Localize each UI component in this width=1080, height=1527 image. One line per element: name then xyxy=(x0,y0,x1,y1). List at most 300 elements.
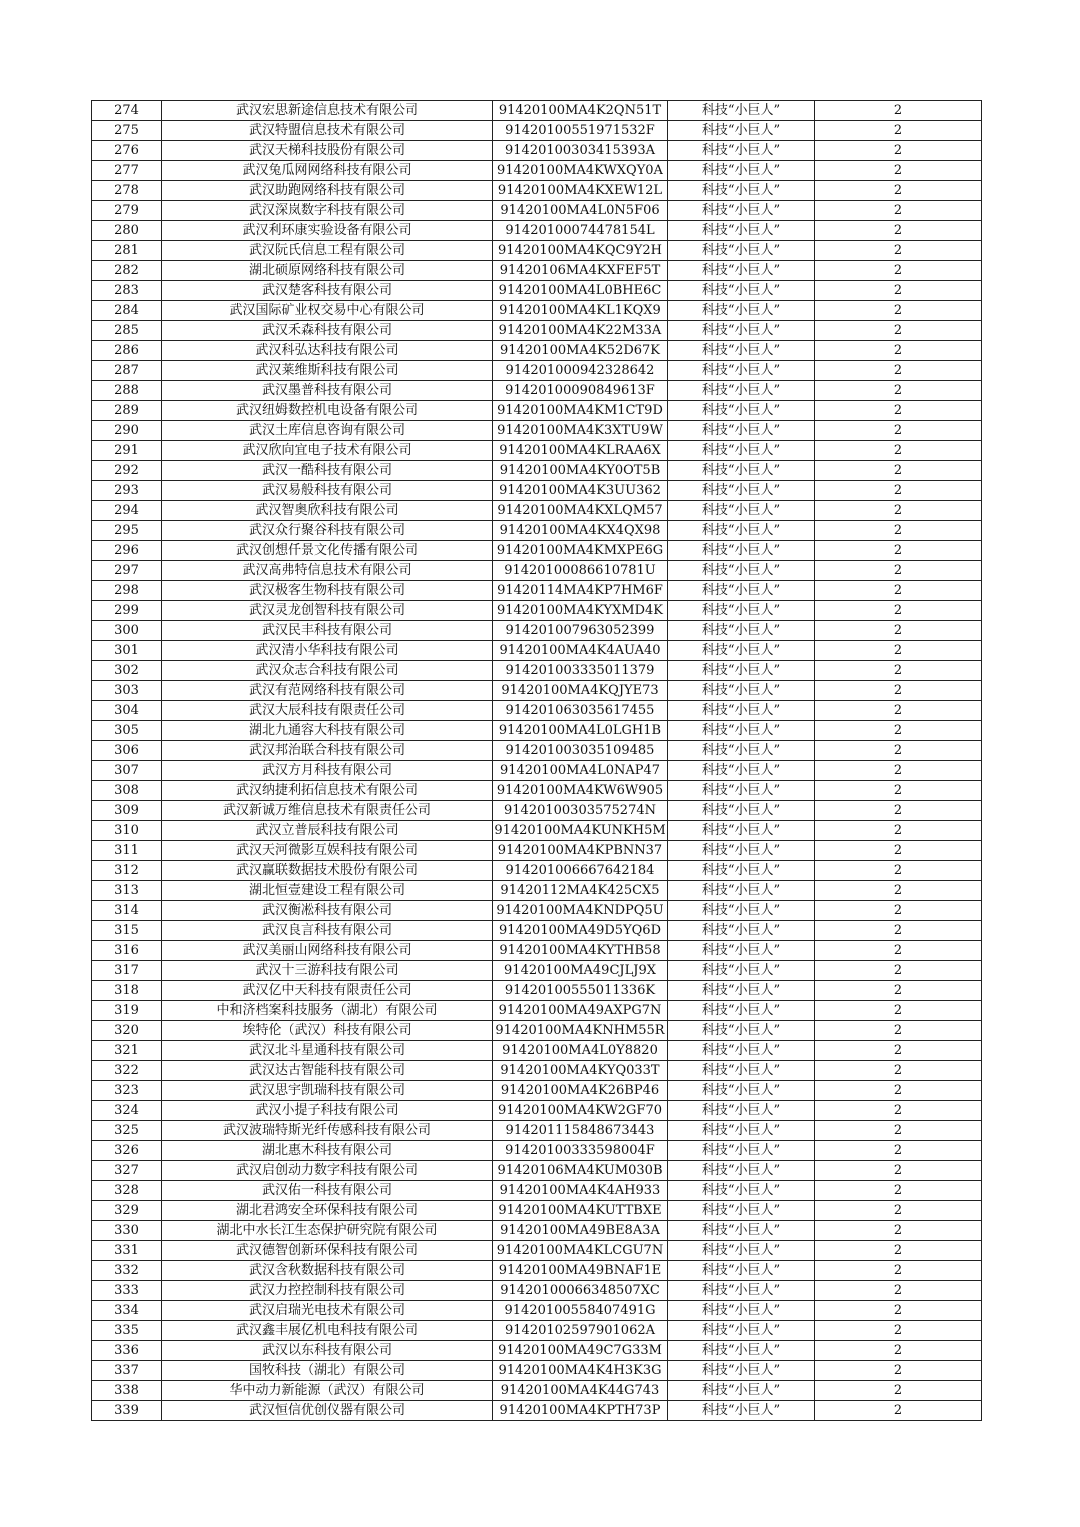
category-cell: 科技“小巨人” xyxy=(668,1341,815,1361)
category-cell: 科技“小巨人” xyxy=(668,301,815,321)
score-cell: 2 xyxy=(815,701,982,721)
score-cell: 2 xyxy=(815,601,982,621)
company-name-cell: 武汉大辰科技有限责任公司 xyxy=(162,701,493,721)
enterprise-list-table xyxy=(91,100,982,1421)
category-cell: 科技“小巨人” xyxy=(668,401,815,421)
company-name-cell: 武汉天梯科技股份有限公司 xyxy=(162,141,493,161)
table-row xyxy=(92,1081,982,1101)
category-cell: 科技“小巨人” xyxy=(668,621,815,641)
row-number-cell: 275 xyxy=(92,121,162,141)
credit-code-cell: 91420100MA4L0LGH1B xyxy=(493,721,668,741)
row-number-cell: 330 xyxy=(92,1221,162,1241)
company-name-cell: 武汉楚客科技有限公司 xyxy=(162,281,493,301)
company-name-cell: 武汉智奥欣科技有限公司 xyxy=(162,501,493,521)
company-name-cell: 武汉北斗星通科技有限公司 xyxy=(162,1041,493,1061)
credit-code-cell: 91420100MA4L0N5F06 xyxy=(493,201,668,221)
credit-code-cell: 91420102597901062A xyxy=(493,1321,668,1341)
score-cell: 2 xyxy=(815,741,982,761)
table-row xyxy=(92,461,982,481)
row-number-cell: 321 xyxy=(92,1041,162,1061)
category-cell: 科技“小巨人” xyxy=(668,201,815,221)
category-cell: 科技“小巨人” xyxy=(668,941,815,961)
table-row xyxy=(92,621,982,641)
table-row xyxy=(92,761,982,781)
category-cell: 科技“小巨人” xyxy=(668,461,815,481)
table-row xyxy=(92,521,982,541)
category-cell: 科技“小巨人” xyxy=(668,501,815,521)
table-row xyxy=(92,581,982,601)
row-number-cell: 280 xyxy=(92,221,162,241)
category-cell: 科技“小巨人” xyxy=(668,121,815,141)
credit-code-cell: 914201003335011379 xyxy=(493,661,668,681)
row-number-cell: 281 xyxy=(92,241,162,261)
row-number-cell: 309 xyxy=(92,801,162,821)
table-row xyxy=(92,861,982,881)
score-cell: 2 xyxy=(815,101,982,121)
category-cell: 科技“小巨人” xyxy=(668,1301,815,1321)
credit-code-cell: 91420100MA49AXPG7N xyxy=(493,1001,668,1021)
category-cell: 科技“小巨人” xyxy=(668,1021,815,1041)
row-number-cell: 319 xyxy=(92,1001,162,1021)
company-name-cell: 武汉欣向宜电子技术有限公司 xyxy=(162,441,493,461)
score-cell: 2 xyxy=(815,721,982,741)
row-number-cell: 329 xyxy=(92,1201,162,1221)
row-number-cell: 326 xyxy=(92,1141,162,1161)
score-cell: 2 xyxy=(815,481,982,501)
company-name-cell: 武汉纳捷利拓信息技术有限公司 xyxy=(162,781,493,801)
table-row xyxy=(92,1181,982,1201)
credit-code-cell: 91420100MA4KM1CT9D xyxy=(493,401,668,421)
category-cell: 科技“小巨人” xyxy=(668,861,815,881)
company-name-cell: 埃特伦（武汉）科技有限公司 xyxy=(162,1021,493,1041)
table-row xyxy=(92,181,982,201)
company-name-cell: 武汉方月科技有限公司 xyxy=(162,761,493,781)
score-cell: 2 xyxy=(815,141,982,161)
table-row xyxy=(92,221,982,241)
company-name-cell: 武汉启瑞光电技术有限公司 xyxy=(162,1301,493,1321)
credit-code-cell: 91420100MA4KQC9Y2H xyxy=(493,241,668,261)
row-number-cell: 283 xyxy=(92,281,162,301)
credit-code-cell: 91420100MA4KYTHB58 xyxy=(493,941,668,961)
row-number-cell: 287 xyxy=(92,361,162,381)
company-name-cell: 武汉佑一科技有限公司 xyxy=(162,1181,493,1201)
row-number-cell: 286 xyxy=(92,341,162,361)
table-row xyxy=(92,501,982,521)
company-name-cell: 武汉达古智能科技有限公司 xyxy=(162,1061,493,1081)
score-cell: 2 xyxy=(815,1281,982,1301)
score-cell: 2 xyxy=(815,1161,982,1181)
table-row xyxy=(92,421,982,441)
credit-code-cell: 914201000942328642 xyxy=(493,361,668,381)
score-cell: 2 xyxy=(815,521,982,541)
table-row xyxy=(92,1161,982,1181)
category-cell: 科技“小巨人” xyxy=(668,881,815,901)
category-cell: 科技“小巨人” xyxy=(668,741,815,761)
score-cell: 2 xyxy=(815,341,982,361)
credit-code-cell: 914201003035109485 xyxy=(493,741,668,761)
score-cell: 2 xyxy=(815,1021,982,1041)
score-cell: 2 xyxy=(815,1301,982,1321)
row-number-cell: 300 xyxy=(92,621,162,641)
row-number-cell: 304 xyxy=(92,701,162,721)
category-cell: 科技“小巨人” xyxy=(668,581,815,601)
credit-code-cell: 91420100MA4KMXPE6G xyxy=(493,541,668,561)
category-cell: 科技“小巨人” xyxy=(668,1381,815,1401)
table-row xyxy=(92,341,982,361)
company-name-cell: 武汉清小华科技有限公司 xyxy=(162,641,493,661)
row-number-cell: 314 xyxy=(92,901,162,921)
credit-code-cell: 91420100303415393A xyxy=(493,141,668,161)
company-name-cell: 武汉波瑞特斯光纤传感科技有限公司 xyxy=(162,1121,493,1141)
credit-code-cell: 91420100MA4KNHM55R xyxy=(493,1021,668,1041)
table-row xyxy=(92,701,982,721)
company-name-cell: 武汉美丽山网络科技有限公司 xyxy=(162,941,493,961)
row-number-cell: 292 xyxy=(92,461,162,481)
company-name-cell: 武汉阮氏信息工程有限公司 xyxy=(162,241,493,261)
category-cell: 科技“小巨人” xyxy=(668,601,815,621)
table-row xyxy=(92,1201,982,1221)
score-cell: 2 xyxy=(815,1321,982,1341)
category-cell: 科技“小巨人” xyxy=(668,681,815,701)
category-cell: 科技“小巨人” xyxy=(668,661,815,681)
company-name-cell: 武汉深岚数字科技有限公司 xyxy=(162,201,493,221)
table-row xyxy=(92,381,982,401)
table-row xyxy=(92,821,982,841)
score-cell: 2 xyxy=(815,241,982,261)
table-row xyxy=(92,981,982,1001)
category-cell: 科技“小巨人” xyxy=(668,1261,815,1281)
category-cell: 科技“小巨人” xyxy=(668,801,815,821)
table-body xyxy=(92,101,982,1421)
row-number-cell: 320 xyxy=(92,1021,162,1041)
table-row xyxy=(92,1041,982,1061)
row-number-cell: 318 xyxy=(92,981,162,1001)
row-number-cell: 278 xyxy=(92,181,162,201)
credit-code-cell: 914201007963052399 xyxy=(493,621,668,641)
category-cell: 科技“小巨人” xyxy=(668,701,815,721)
table-row xyxy=(92,121,982,141)
table-row xyxy=(92,801,982,821)
table-row xyxy=(92,541,982,561)
table-row xyxy=(92,1061,982,1081)
row-number-cell: 324 xyxy=(92,1101,162,1121)
category-cell: 科技“小巨人” xyxy=(668,341,815,361)
category-cell: 科技“小巨人” xyxy=(668,421,815,441)
score-cell: 2 xyxy=(815,841,982,861)
company-name-cell: 武汉特盟信息技术有限公司 xyxy=(162,121,493,141)
row-number-cell: 306 xyxy=(92,741,162,761)
credit-code-cell: 91420100MA4K3UU362 xyxy=(493,481,668,501)
company-name-cell: 国牧科技（湖北）有限公司 xyxy=(162,1361,493,1381)
score-cell: 2 xyxy=(815,281,982,301)
company-name-cell: 湖北惠木科技有限公司 xyxy=(162,1141,493,1161)
row-number-cell: 323 xyxy=(92,1081,162,1101)
company-name-cell: 武汉思宇凯瑞科技有限公司 xyxy=(162,1081,493,1101)
score-cell: 2 xyxy=(815,541,982,561)
row-number-cell: 336 xyxy=(92,1341,162,1361)
score-cell: 2 xyxy=(815,621,982,641)
credit-code-cell: 91420100558407491G xyxy=(493,1301,668,1321)
category-cell: 科技“小巨人” xyxy=(668,1181,815,1201)
credit-code-cell: 91420100MA4K3XTU9W xyxy=(493,421,668,441)
score-cell: 2 xyxy=(815,1261,982,1281)
row-number-cell: 322 xyxy=(92,1061,162,1081)
score-cell: 2 xyxy=(815,1181,982,1201)
table-row xyxy=(92,961,982,981)
credit-code-cell: 91420100555011336K xyxy=(493,981,668,1001)
score-cell: 2 xyxy=(815,581,982,601)
company-name-cell: 武汉邦治联合科技有限公司 xyxy=(162,741,493,761)
score-cell: 2 xyxy=(815,641,982,661)
row-number-cell: 333 xyxy=(92,1281,162,1301)
category-cell: 科技“小巨人” xyxy=(668,641,815,661)
row-number-cell: 335 xyxy=(92,1321,162,1341)
score-cell: 2 xyxy=(815,1101,982,1121)
row-number-cell: 339 xyxy=(92,1401,162,1421)
company-name-cell: 武汉立普辰科技有限公司 xyxy=(162,821,493,841)
company-name-cell: 武汉易般科技有限公司 xyxy=(162,481,493,501)
row-number-cell: 299 xyxy=(92,601,162,621)
table-row xyxy=(92,941,982,961)
row-number-cell: 325 xyxy=(92,1121,162,1141)
score-cell: 2 xyxy=(815,901,982,921)
table-row xyxy=(92,161,982,181)
company-name-cell: 武汉灵龙创智科技有限公司 xyxy=(162,601,493,621)
category-cell: 科技“小巨人” xyxy=(668,781,815,801)
category-cell: 科技“小巨人” xyxy=(668,1041,815,1061)
row-number-cell: 308 xyxy=(92,781,162,801)
row-number-cell: 332 xyxy=(92,1261,162,1281)
table-row xyxy=(92,1261,982,1281)
credit-code-cell: 91420100MA49CJLJ9X xyxy=(493,961,668,981)
score-cell: 2 xyxy=(815,261,982,281)
credit-code-cell: 91420106MA4KUM030B xyxy=(493,1161,668,1181)
category-cell: 科技“小巨人” xyxy=(668,1081,815,1101)
category-cell: 科技“小巨人” xyxy=(668,521,815,541)
row-number-cell: 288 xyxy=(92,381,162,401)
row-number-cell: 301 xyxy=(92,641,162,661)
table-row xyxy=(92,261,982,281)
category-cell: 科技“小巨人” xyxy=(668,221,815,241)
credit-code-cell: 91420100MA49BE8A3A xyxy=(493,1221,668,1241)
row-number-cell: 337 xyxy=(92,1361,162,1381)
company-name-cell: 武汉利环康实验设备有限公司 xyxy=(162,221,493,241)
category-cell: 科技“小巨人” xyxy=(668,1161,815,1181)
table-row xyxy=(92,881,982,901)
score-cell: 2 xyxy=(815,441,982,461)
row-number-cell: 274 xyxy=(92,101,162,121)
credit-code-cell: 91420100086610781U xyxy=(493,561,668,581)
category-cell: 科技“小巨人” xyxy=(668,761,815,781)
score-cell: 2 xyxy=(815,1381,982,1401)
row-number-cell: 305 xyxy=(92,721,162,741)
category-cell: 科技“小巨人” xyxy=(668,1141,815,1161)
row-number-cell: 284 xyxy=(92,301,162,321)
credit-code-cell: 91420100MA4K4AUA40 xyxy=(493,641,668,661)
credit-code-cell: 91420100MA4KYXMD4K xyxy=(493,601,668,621)
category-cell: 科技“小巨人” xyxy=(668,261,815,281)
credit-code-cell: 91420100MA4KXLQM57 xyxy=(493,501,668,521)
credit-code-cell: 91420100MA4K4AH933 xyxy=(493,1181,668,1201)
credit-code-cell: 91420112MA4K425CX5 xyxy=(493,881,668,901)
score-cell: 2 xyxy=(815,1241,982,1261)
table-row xyxy=(92,1341,982,1361)
credit-code-cell: 91420100MA4KPTH73P xyxy=(493,1401,668,1421)
company-name-cell: 武汉众志合科技有限公司 xyxy=(162,661,493,681)
score-cell: 2 xyxy=(815,1221,982,1241)
company-name-cell: 武汉宏思新途信息技术有限公司 xyxy=(162,101,493,121)
table-row xyxy=(92,1021,982,1041)
row-number-cell: 315 xyxy=(92,921,162,941)
credit-code-cell: 91420100MA4KY0OT5B xyxy=(493,461,668,481)
score-cell: 2 xyxy=(815,1141,982,1161)
credit-code-cell: 91420100MA4K26BP46 xyxy=(493,1081,668,1101)
category-cell: 科技“小巨人” xyxy=(668,1401,815,1421)
company-name-cell: 武汉力控控制科技有限公司 xyxy=(162,1281,493,1301)
table-row xyxy=(92,781,982,801)
score-cell: 2 xyxy=(815,161,982,181)
credit-code-cell: 91420100551971532F xyxy=(493,121,668,141)
score-cell: 2 xyxy=(815,681,982,701)
company-name-cell: 武汉科弘达科技有限公司 xyxy=(162,341,493,361)
score-cell: 2 xyxy=(815,1061,982,1081)
company-name-cell: 武汉亿中天科技有限责任公司 xyxy=(162,981,493,1001)
table-row xyxy=(92,741,982,761)
company-name-cell: 武汉禾森科技有限公司 xyxy=(162,321,493,341)
credit-code-cell: 91420100MA4L0BHE6C xyxy=(493,281,668,301)
category-cell: 科技“小巨人” xyxy=(668,561,815,581)
company-name-cell: 武汉众行聚谷科技有限公司 xyxy=(162,521,493,541)
credit-code-cell: 91420100MA4KUTTBXE xyxy=(493,1201,668,1221)
row-number-cell: 310 xyxy=(92,821,162,841)
company-name-cell: 武汉纽姆数控机电设备有限公司 xyxy=(162,401,493,421)
category-cell: 科技“小巨人” xyxy=(668,1321,815,1341)
row-number-cell: 298 xyxy=(92,581,162,601)
score-cell: 2 xyxy=(815,221,982,241)
credit-code-cell: 91420100MA4KQJYE73 xyxy=(493,681,668,701)
score-cell: 2 xyxy=(815,181,982,201)
category-cell: 科技“小巨人” xyxy=(668,1361,815,1381)
credit-code-cell: 91420100MA4KW6W905 xyxy=(493,781,668,801)
table-row xyxy=(92,101,982,121)
row-number-cell: 279 xyxy=(92,201,162,221)
company-name-cell: 武汉兔瓜网网络科技有限公司 xyxy=(162,161,493,181)
company-name-cell: 武汉有范网络科技有限公司 xyxy=(162,681,493,701)
score-cell: 2 xyxy=(815,781,982,801)
credit-code-cell: 91420100090849613F xyxy=(493,381,668,401)
row-number-cell: 297 xyxy=(92,561,162,581)
row-number-cell: 313 xyxy=(92,881,162,901)
company-name-cell: 武汉天河微影互娱科技有限公司 xyxy=(162,841,493,861)
credit-code-cell: 91420100MA49C7G33M xyxy=(493,1341,668,1361)
company-name-cell: 武汉土库信息咨询有限公司 xyxy=(162,421,493,441)
score-cell: 2 xyxy=(815,861,982,881)
score-cell: 2 xyxy=(815,1081,982,1101)
score-cell: 2 xyxy=(815,121,982,141)
category-cell: 科技“小巨人” xyxy=(668,321,815,341)
category-cell: 科技“小巨人” xyxy=(668,821,815,841)
credit-code-cell: 91420100MA4KL1KQX9 xyxy=(493,301,668,321)
table-row xyxy=(92,681,982,701)
company-name-cell: 武汉新诚万维信息技术有限责任公司 xyxy=(162,801,493,821)
row-number-cell: 307 xyxy=(92,761,162,781)
category-cell: 科技“小巨人” xyxy=(668,1121,815,1141)
company-name-cell: 武汉十三游科技有限公司 xyxy=(162,961,493,981)
row-number-cell: 334 xyxy=(92,1301,162,1321)
table-row xyxy=(92,921,982,941)
score-cell: 2 xyxy=(815,981,982,1001)
table-row xyxy=(92,721,982,741)
company-name-cell: 武汉墨普科技有限公司 xyxy=(162,381,493,401)
table-row xyxy=(92,661,982,681)
table-row xyxy=(92,561,982,581)
table-row xyxy=(92,1101,982,1121)
company-name-cell: 湖北九通容大科技有限公司 xyxy=(162,721,493,741)
category-cell: 科技“小巨人” xyxy=(668,961,815,981)
category-cell: 科技“小巨人” xyxy=(668,161,815,181)
table-row xyxy=(92,141,982,161)
table-row xyxy=(92,201,982,221)
score-cell: 2 xyxy=(815,361,982,381)
table-row xyxy=(92,301,982,321)
category-cell: 科技“小巨人” xyxy=(668,1001,815,1021)
credit-code-cell: 91420100MA4KPBNN37 xyxy=(493,841,668,861)
credit-code-cell: 91420100MA4L0Y8820 xyxy=(493,1041,668,1061)
row-number-cell: 276 xyxy=(92,141,162,161)
category-cell: 科技“小巨人” xyxy=(668,101,815,121)
score-cell: 2 xyxy=(815,1401,982,1421)
category-cell: 科技“小巨人” xyxy=(668,361,815,381)
score-cell: 2 xyxy=(815,881,982,901)
credit-code-cell: 91420100MA4K4H3K3G xyxy=(493,1361,668,1381)
category-cell: 科技“小巨人” xyxy=(668,981,815,1001)
company-name-cell: 湖北硕原网络科技有限公司 xyxy=(162,261,493,281)
company-name-cell: 武汉含秋数据科技有限公司 xyxy=(162,1261,493,1281)
credit-code-cell: 91420100MA49D5YQ6D xyxy=(493,921,668,941)
category-cell: 科技“小巨人” xyxy=(668,381,815,401)
company-name-cell: 湖北恒壹建设工程有限公司 xyxy=(162,881,493,901)
company-name-cell: 武汉民丰科技有限公司 xyxy=(162,621,493,641)
table-row xyxy=(92,1381,982,1401)
category-cell: 科技“小巨人” xyxy=(668,441,815,461)
score-cell: 2 xyxy=(815,1361,982,1381)
table-row xyxy=(92,1121,982,1141)
company-name-cell: 湖北君鸿安全环保科技有限公司 xyxy=(162,1201,493,1221)
table-row xyxy=(92,601,982,621)
score-cell: 2 xyxy=(815,821,982,841)
row-number-cell: 302 xyxy=(92,661,162,681)
credit-code-cell: 91420100303575274N xyxy=(493,801,668,821)
company-name-cell: 武汉极客生物科技有限公司 xyxy=(162,581,493,601)
credit-code-cell: 91420100MA49BNAF1E xyxy=(493,1261,668,1281)
credit-code-cell: 91420100MA4KLCGU7N xyxy=(493,1241,668,1261)
company-name-cell: 武汉莱维斯科技有限公司 xyxy=(162,361,493,381)
score-cell: 2 xyxy=(815,961,982,981)
table-row xyxy=(92,361,982,381)
table-row xyxy=(92,401,982,421)
credit-code-cell: 91420100MA4KLRAA6X xyxy=(493,441,668,461)
score-cell: 2 xyxy=(815,941,982,961)
row-number-cell: 285 xyxy=(92,321,162,341)
row-number-cell: 328 xyxy=(92,1181,162,1201)
row-number-cell: 303 xyxy=(92,681,162,701)
table-row xyxy=(92,321,982,341)
score-cell: 2 xyxy=(815,921,982,941)
score-cell: 2 xyxy=(815,1201,982,1221)
category-cell: 科技“小巨人” xyxy=(668,281,815,301)
category-cell: 科技“小巨人” xyxy=(668,841,815,861)
table-row xyxy=(92,901,982,921)
